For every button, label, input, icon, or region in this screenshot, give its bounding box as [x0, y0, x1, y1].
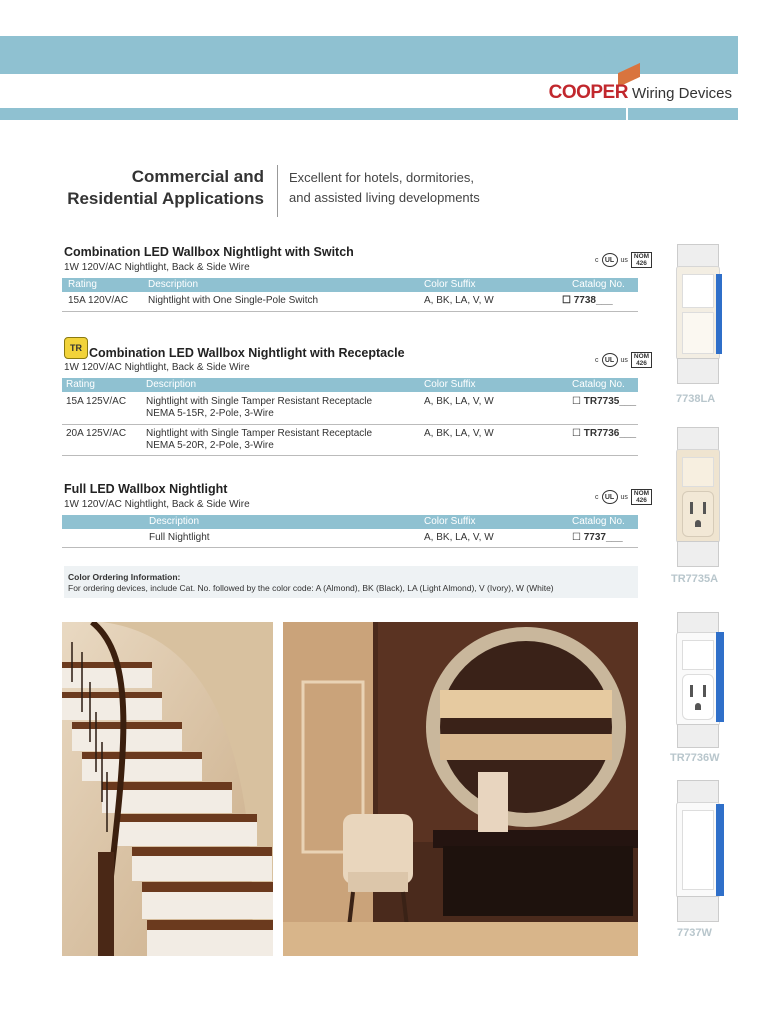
product-label-7738la: 7738LA	[676, 393, 716, 405]
nightlight-lens	[682, 640, 714, 670]
tagline-line-2: and assisted living developments	[289, 190, 480, 205]
receptacle-face	[682, 491, 714, 537]
catalog-number: ☐ TR7735___	[572, 396, 637, 407]
nom-icon: NOM 426	[631, 252, 652, 268]
switch-rocker	[682, 312, 714, 354]
section-1-title: Combination LED Wallbox Nightlight with Switch	[64, 245, 354, 259]
receptacle-face	[682, 674, 714, 720]
ul-icon: UL	[602, 253, 618, 267]
device-7738la	[672, 244, 730, 384]
catalog-number: ☐ 7737___	[572, 532, 623, 543]
staircase-photo	[62, 622, 273, 956]
brand-suffix: Wiring Devices	[631, 84, 732, 102]
certification-marks-2: c UL us NOM 426	[595, 352, 652, 368]
page-title	[67, 166, 264, 210]
color-ordering-info: Color Ordering Information: For ordering devices, include Cat. No. followed by the color code: A (Almond), BK (Black), LA (Light Almond), V (Ivory), W (White)	[64, 566, 638, 598]
brand-logo	[549, 80, 732, 106]
product-label-tr7735a: TR7735A	[671, 573, 719, 585]
device-tr7736w	[672, 612, 730, 747]
divider	[62, 424, 638, 425]
product-label-tr7736w: TR7736W	[670, 752, 720, 764]
certification-marks-1: c UL us NOM 426	[595, 252, 652, 268]
certification-marks-3: c UL us NOM 426	[595, 489, 652, 505]
product-label-7737w: 7737W	[677, 927, 712, 939]
section-2-title: Combination LED Wallbox Nightlight with Receptacle	[89, 346, 405, 360]
device-tr7735a	[672, 427, 730, 567]
catalog-number: ☐ 7738___	[562, 295, 613, 306]
nightlight-lens	[682, 457, 714, 487]
section-1-subtitle: 1W 120V/AC Nightlight, Back & Side Wire	[64, 262, 250, 273]
table-row: 15A 120V/AC Nightlight with One Single-Pole Switch A, BK, LA, V, W ☐ 7738___	[68, 295, 613, 306]
tagline-line-1: Excellent for hotels, dormitories,	[289, 170, 474, 185]
ul-icon: UL	[602, 353, 618, 367]
title-line-1: Commercial and	[131, 167, 264, 186]
divider	[62, 455, 638, 456]
section-3-table-header: Description Color Suffix Catalog No.	[62, 515, 638, 529]
nightlight-lens	[682, 274, 714, 308]
table-row: 15A 125V/AC Nightlight with Single Tamper Resistant Receptacle NEMA 5-15R, 2-Pole, 3-Wire A, BK, LA, V, W ☐ TR7735___	[66, 396, 637, 419]
title-divider	[277, 165, 278, 217]
tagline	[289, 168, 480, 208]
section-3-subtitle: 1W 120V/AC Nightlight, Back & Side Wire	[64, 499, 250, 510]
table-row: 20A 125V/AC Nightlight with Single Tamper Resistant Receptacle NEMA 5-20R, 2-Pole, 3-Wire A, BK, LA, V, W ☐ TR7736___	[66, 428, 637, 451]
title-line-2: Residential Applications	[67, 189, 264, 208]
brand-name: COOPER	[548, 82, 628, 103]
device-7737w	[672, 780, 730, 920]
section-2-subtitle: 1W 120V/AC Nightlight, Back & Side Wire	[64, 362, 250, 373]
nom-icon: NOM 426	[631, 489, 652, 505]
nom-icon: NOM 426	[631, 352, 652, 368]
divider	[62, 547, 638, 548]
section-1-table-header: Rating Description Color Suffix Catalog No.	[62, 278, 638, 292]
table-row: Full Nightlight A, BK, LA, V, W ☐ 7737___	[149, 532, 623, 543]
section-3-title: Full LED Wallbox Nightlight	[64, 482, 228, 496]
catalog-number: ☐ TR7736___	[572, 428, 637, 439]
divider	[62, 311, 638, 312]
ul-icon: UL	[602, 490, 618, 504]
nightlight-lens	[682, 810, 714, 890]
tamper-resistant-badge-icon: TR	[64, 337, 88, 359]
hotel-lobby-photo	[283, 622, 638, 956]
section-2-table-header: Rating Description Color Suffix Catalog No.	[62, 378, 638, 392]
